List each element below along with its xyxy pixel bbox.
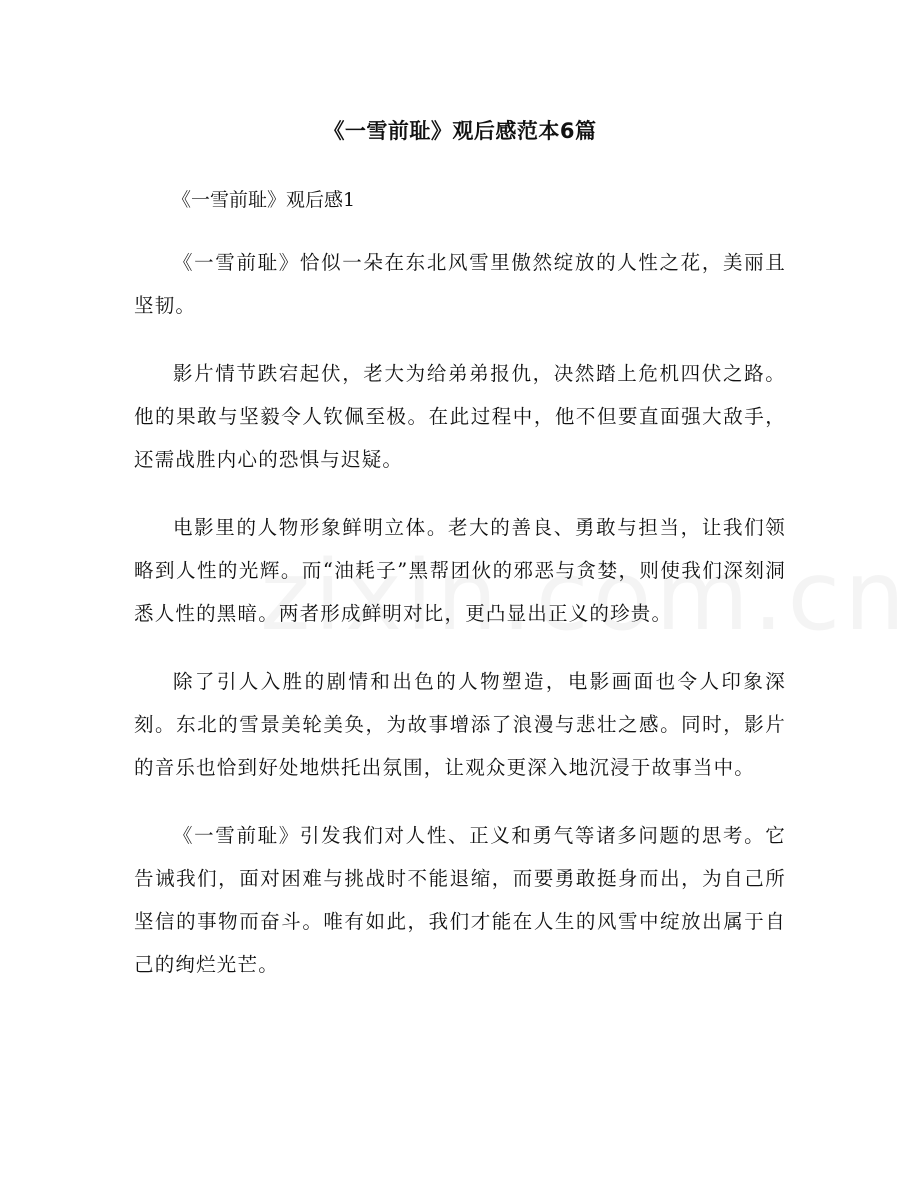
paragraph-3: 电影里的人物形象鲜明立体。老大的善良、勇敢与担当，让我们领略到人性的光辉。而“油耗子”黑帮团伙的邪恶与贪婪，则使我们深刻洞悉人性的黑暗。两者形成鲜明对比，更凸显出正义的珍贵。 [134,516,786,625]
paragraph-5: 《一雪前耻》引发我们对人性、正义和勇气等诸多问题的思考。它告诫我们，面对困难与挑战时不能退缩，而要勇敢挺身而出，为自己所坚信的事物而奋斗。唯有如此，我们才能在人生的风雪中绽放出属于自己的绚烂光芒。 [134,824,786,976]
paragraph-1: 《一雪前耻》恰似一朵在东北风雪里傲然绽放的人性之花，美丽且坚韧。 [134,251,786,317]
paragraph-4: 除了引人入胜的剧情和出色的人物塑造，电影画面也令人印象深刻。东北的雪景美轮美奂，为故事增添了浪漫与悲壮之感。同时，影片的音乐也恰到好处地烘托出氛围，让观众更深入地沉浸于故事当中。 [134,670,786,779]
section-heading: 《一雪前耻》观后感1 [172,189,356,211]
paragraph-2: 影片情节跌宕起伏，老大为给弟弟报仇，决然踏上危机四伏之路。他的果敢与坚毅令人钦佩至极。在此过程中，他不但要直面强大敌手，还需战胜内心的恐惧与迟疑。 [134,362,786,471]
document-title: 《一雪前耻》观后感范本6篇 [323,119,597,143]
